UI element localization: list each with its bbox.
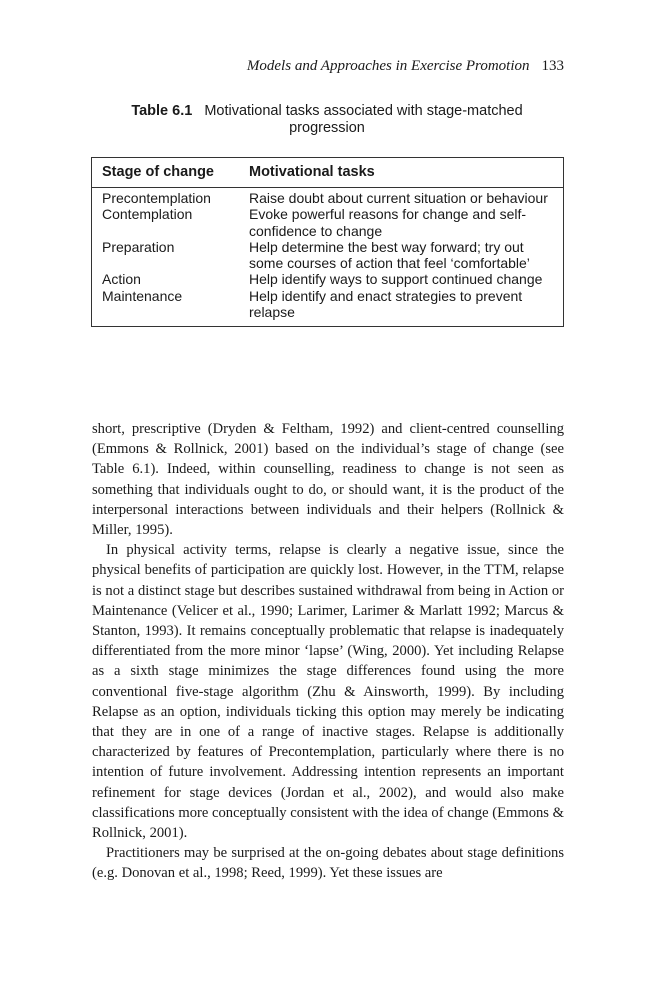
table-body: [92, 188, 563, 320]
running-title: Models and Approaches in Exercise Promotion: [246, 58, 530, 74]
table-cell-task: Help determine the best way forward; try out some courses of action that feel ‘comfortable’: [249, 238, 530, 272]
table-cell-stage: Contemplation: [102, 206, 193, 223]
table-row: [92, 206, 563, 239]
table-cell-stage: Maintenance: [102, 287, 183, 304]
table-cell-task: Raise doubt about current situation or behaviour: [249, 190, 548, 206]
table-header-tasks: Motivational tasks: [249, 164, 375, 180]
table-row: [92, 190, 563, 206]
page-number: 133: [541, 58, 564, 74]
table-row: [92, 239, 563, 272]
table-caption-text: Motivational tasks associated with stage-matched progression: [204, 103, 523, 136]
body-paragraph: In physical activity terms, relapse is clearly a negative issue, since the physical benefits of participation are quickly lost. However, in the TTM, relapse is not a distinct stage but describes sustained withdrawal from being in Action or Maintenance (Velicer et al., 1990; Larimer, Larimer & Marlatt 1992; Marcus & Stanton, 1993). It remains conceptually problematic that relapse is inadequately differentiated from the more minor ‘lapse’ (Wing, 2000). Yet including Relapse as a sixth stage minimizes the stage differences found using the more conventional five-stage algorithm (Zhu & Ainsworth, 1999). By including Relapse as an option, individuals ticking this option may merely be indicating that they are in one of a range of inactive stages. Relapse is additionally characterized by features of Precontemplation, particularly where there is no intention of future involvement. Addressing intention represents an important refinement for stage devices (Jordan et al., 2002), and would also make classifications more conceptually consistent with the idea of change (Emmons & Rollnick, 2001).: [92, 542, 564, 842]
body-paragraph: short, prescriptive (Dryden & Feltham, 1992) and client-centred counselling (Emmons & Rollnick, 2001) based on the individual’s stage of change (see Table 6.1). Indeed, within counselling, readiness to change is not seen as something that individuals ought to do, or should want, it is the product of the interpersonal interactions between individuals and their helpers (Rollnick & Miller, 1995).: [92, 421, 564, 539]
table-caption-number: Table 6.1: [131, 103, 193, 119]
table-caption: [92, 103, 562, 137]
table-cell-stage: Action: [102, 271, 141, 288]
table-row: [92, 288, 563, 321]
table-cell-stage: Precontemplation: [102, 190, 211, 206]
stage-table: [91, 157, 564, 327]
table-cell-stage: Preparation: [102, 238, 175, 255]
running-header: [247, 58, 564, 75]
table-cell-task: Help identify ways to support continued change: [249, 271, 543, 288]
table-cell-task: Evoke powerful reasons for change and self-confidence to change: [249, 206, 527, 239]
body-text: [92, 419, 564, 884]
table-header-row: [92, 161, 563, 188]
table-row: [92, 271, 563, 287]
table-header-stage: Stage of change: [102, 164, 214, 180]
table-cell-task: Help identify and enact strategies to prevent relapse: [249, 287, 523, 321]
body-paragraph: Practitioners may be surprised at the on-going debates about stage definitions (e.g. Donovan et al., 1998; Reed, 1999). Yet these issues are: [92, 845, 564, 882]
